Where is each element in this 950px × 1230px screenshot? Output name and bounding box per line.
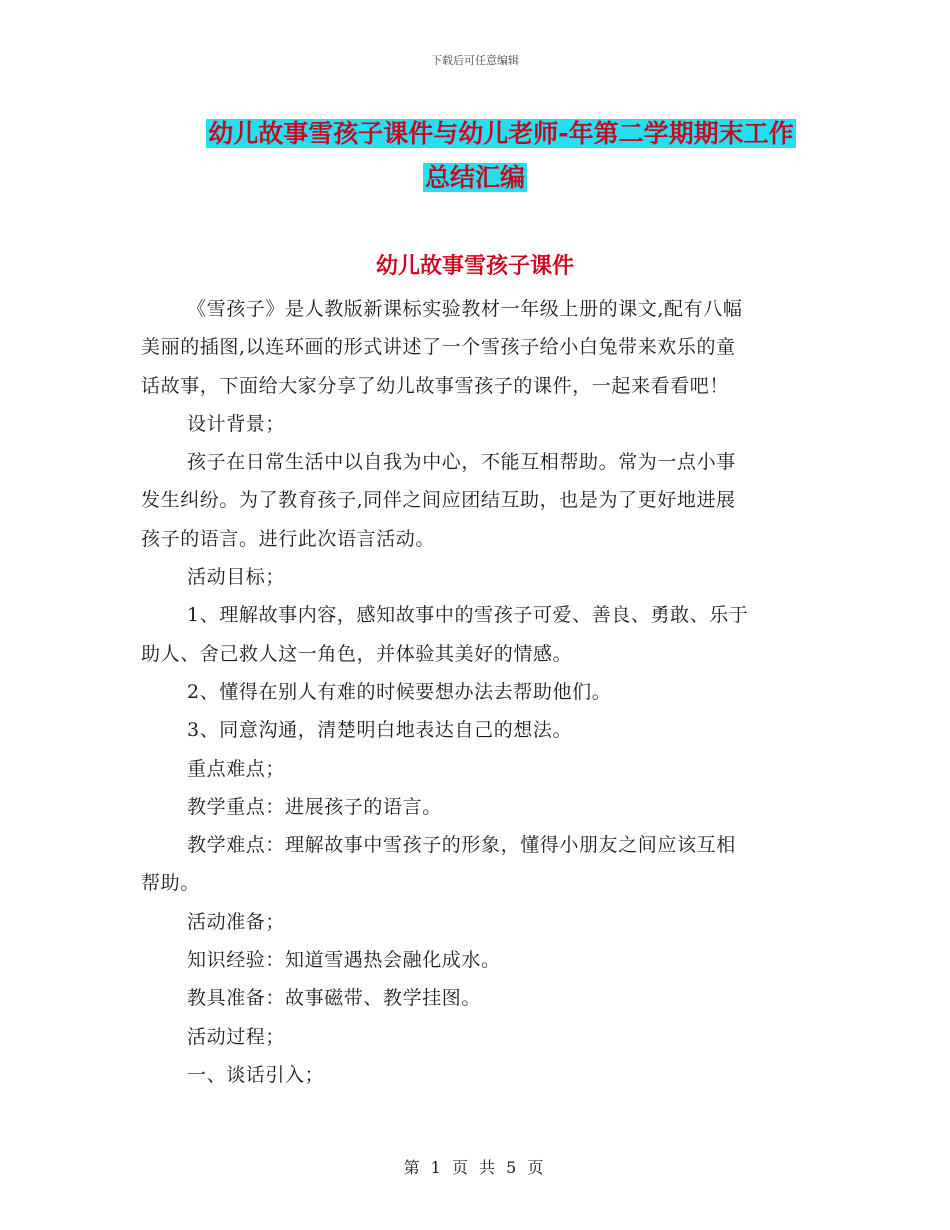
body-line: 设计背景； — [187, 412, 286, 435]
body-line: 美丽的插图,以连环画的形式讲述了一个雪孩子给小白兔带来欢乐的童 — [141, 336, 736, 359]
body-line: 教学难点：理解故事中雪孩子的形象，懂得小朋友之间应该互相 — [187, 834, 736, 857]
body-line: 话故事，下面给大家分享了幼儿故事雪孩子的课件，一起来看看吧！ — [141, 374, 730, 397]
header-note: 下载后可任意编辑 — [431, 54, 519, 67]
body-line: 教具准备：故事磁带、教学挂图。 — [187, 987, 482, 1010]
body-line: 帮助。 — [141, 872, 200, 895]
body-line: 孩子的语言。进行此次语言活动。 — [141, 527, 436, 550]
document-body — [141, 290, 813, 1094]
body-line: 1、理解故事内容，感知故事中的雪孩子可爱、善良、勇敢、乐于 — [187, 604, 749, 627]
body-line: 3、同意沟通，清楚明白地表达自己的想法。 — [187, 719, 573, 742]
body-line: 活动过程； — [187, 1025, 286, 1048]
body-line: 活动目标； — [187, 566, 286, 589]
body-line: 重点难点； — [187, 757, 286, 780]
body-line: 教学重点：进展孩子的语言。 — [187, 795, 442, 818]
body-line: 知识经验：知道雪遇热会融化成水。 — [187, 949, 501, 972]
body-line: 《雪孩子》是人教版新课标实验教材一年级上册的课文,配有八幅 — [187, 298, 743, 320]
body-line: 助人、舍己救人这一角色，并体验其美好的情感。 — [141, 642, 573, 665]
section-title: 幼儿故事雪孩子课件 — [375, 254, 574, 279]
body-line: 活动准备； — [187, 910, 286, 933]
body-line: 2、懂得在别人有难的时候要想办法去帮助他们。 — [187, 680, 612, 703]
document-title-line-1 — [26, 114, 950, 150]
document-title-text-2: 总结汇编 — [424, 163, 525, 192]
page-footer: 第 1 页 共 5 页 — [403, 1158, 547, 1177]
body-line: 孩子在日常生活中以自我为中心，不能互相帮助。常为一点小事 — [187, 451, 736, 474]
document-title-text-1: 幼儿故事雪孩子课件与幼儿老师-年第二学期期末工作 — [208, 119, 794, 148]
body-line: 一、谈话引入； — [187, 1063, 325, 1086]
document-title-line-2 — [0, 158, 950, 194]
body-line: 发生纠纷。为了教育孩子,同伴之间应团结互助，也是为了更好地进展 — [141, 489, 736, 512]
